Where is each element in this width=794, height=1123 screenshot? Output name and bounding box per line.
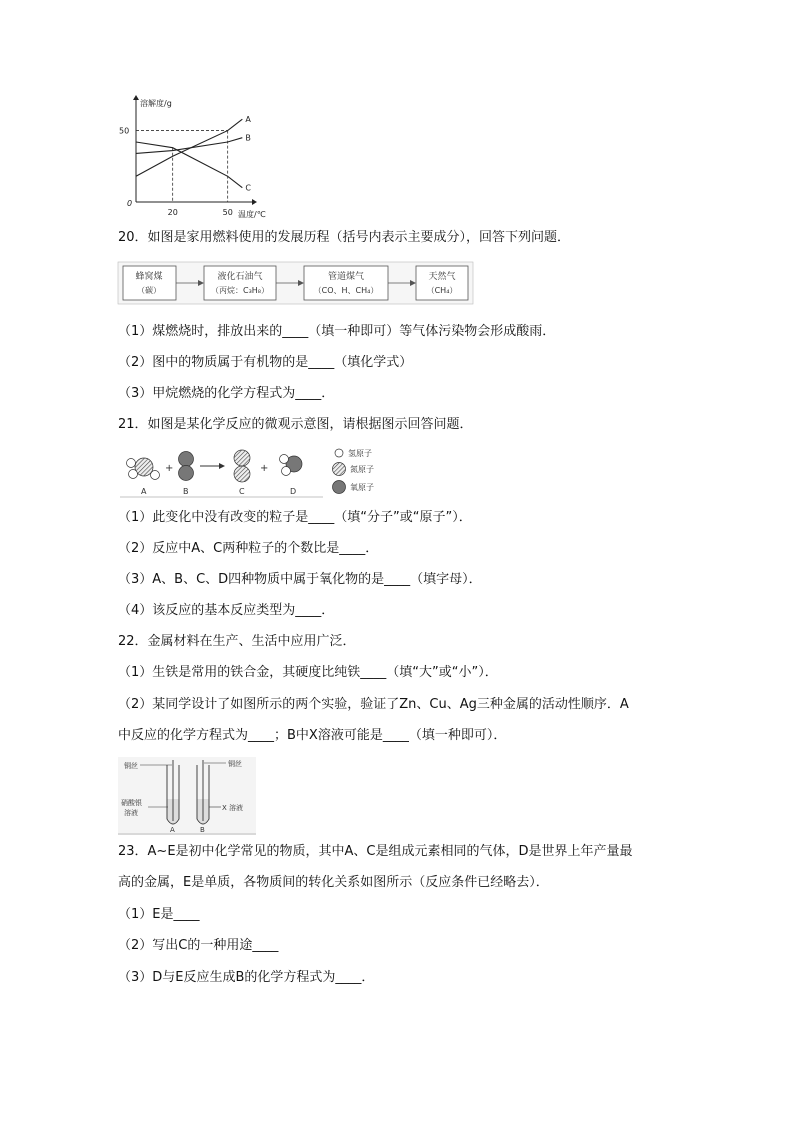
flow-box-2 bbox=[204, 266, 276, 300]
flow-box-3-name: 管道煤气 bbox=[327, 272, 365, 282]
molecule-a bbox=[127, 458, 160, 480]
q22-part-1: （1）生铁是常用的铁合金，其硬度比纯铁____（填“大”或“小”）． bbox=[118, 665, 498, 680]
q23-stem-line-1: 23．A~E是初中化学常见的物质，其中A、C是组成元素相同的气体，D是世界上年产量最 bbox=[118, 844, 633, 859]
q21-part-3: （3）A、B、C、D四种物质中属于氧化物的是____（填字母）． bbox=[118, 572, 482, 587]
flow-box-1-name: 蜂窝煤 bbox=[135, 272, 163, 282]
label-tube-a: A bbox=[170, 826, 175, 834]
label-solution-a-1: 硝酸银 bbox=[121, 799, 142, 807]
mol-label-b: B bbox=[183, 487, 189, 496]
q20-stem: 20．如图是家用燃料使用的发展历程（括号内表示主要成分），回答下列问题． bbox=[118, 230, 571, 245]
q22-stem: 22．金属材料在生产、生活中应用广泛． bbox=[118, 634, 356, 649]
q20-part-2: （2）图中的物质属于有机物的是____（填化学式） bbox=[118, 355, 413, 370]
flow-box-2-sub: （丙烷：C₃H₈） bbox=[210, 286, 270, 295]
q21-part-1: （1）此变化中没有改变的粒子是____（填“分子”或“原子”）． bbox=[118, 510, 472, 525]
flow-box-1 bbox=[123, 266, 176, 300]
q21-part-4: （4）该反应的基本反应类型为____． bbox=[118, 603, 335, 618]
label-solution-b: X 溶液 bbox=[222, 804, 244, 812]
reaction-arrowhead bbox=[219, 463, 225, 469]
flow-box-2-name: 液化石油气 bbox=[217, 272, 263, 282]
series-line-b bbox=[136, 138, 242, 154]
y-tick-50: 50 bbox=[119, 126, 130, 136]
molecule-b bbox=[179, 452, 194, 481]
legend-oxygen-icon bbox=[333, 481, 346, 494]
x-tick-50: 50 bbox=[222, 208, 233, 217]
label-wire-b: 铜丝 bbox=[228, 760, 242, 768]
legend-hydrogen: 氢原子 bbox=[348, 449, 372, 458]
y-axis-arrow bbox=[133, 95, 139, 100]
origin-label: 0 bbox=[127, 199, 133, 208]
q21-part-2: （2）反应中A、C两种粒子的个数比是____． bbox=[118, 541, 379, 556]
x-axis-arrow bbox=[252, 199, 257, 205]
q23-stem-line-2: 高的金属，E是单质，各物质间的转化关系如图所示（反应条件已经略去）． bbox=[118, 875, 549, 890]
mol-label-d: D bbox=[290, 487, 297, 496]
molecule-c bbox=[234, 450, 250, 482]
label-solution-a-2: 溶液 bbox=[124, 809, 138, 817]
label-tube-b: B bbox=[200, 826, 205, 834]
q20-part-3: （3）甲烷燃烧的化学方程式为____． bbox=[118, 386, 335, 401]
molecule-reaction-diagram bbox=[118, 446, 398, 498]
atom-legend bbox=[333, 448, 375, 494]
plus-sign-2: + bbox=[260, 463, 269, 474]
legend-hydrogen-icon bbox=[335, 449, 343, 457]
label-wire-a: 铜丝 bbox=[124, 762, 138, 770]
flow-box-4 bbox=[416, 266, 468, 300]
q23-part-3: （3）D与E反应生成B的化学方程式为____． bbox=[118, 970, 375, 985]
y-axis-label: 溶解度/g bbox=[140, 99, 172, 108]
q22-part-2-line-1: （2）某同学设计了如图所示的两个实验，验证了Zn、Cu、Ag三种金属的活动性顺序．A bbox=[118, 697, 629, 712]
q23-part-1: （1）E是____ bbox=[118, 907, 200, 922]
series-label-c: C bbox=[245, 183, 251, 193]
flow-box-1-sub: （碳） bbox=[137, 286, 161, 295]
legend-oxygen: 氧原子 bbox=[350, 483, 374, 492]
q20-part-1: （1）煤燃烧时，排放出来的____（填一种即可）等气体污染物会形成酸雨． bbox=[118, 324, 556, 339]
q21-stem: 21．如图是某化学反应的微观示意图，请根据图示回答问题． bbox=[118, 417, 473, 432]
x-tick-20: 20 bbox=[167, 208, 178, 217]
x-axis-label: 温度/℃ bbox=[238, 210, 266, 219]
test-tubes-figure bbox=[118, 757, 256, 835]
mol-label-a: A bbox=[141, 487, 147, 496]
solubility-chart bbox=[118, 96, 266, 220]
q22-part-2-line-2: 中反应的化学方程式为____；B中X溶液可能是____（填一种即可）． bbox=[118, 728, 507, 743]
molecule-d bbox=[280, 455, 303, 476]
q23-part-2: （2）写出C的一种用途____ bbox=[118, 938, 279, 953]
legend-nitrogen: 氮原子 bbox=[350, 465, 374, 474]
flow-box-3 bbox=[304, 266, 388, 300]
fuel-flow-diagram bbox=[118, 262, 473, 304]
mol-label-c: C bbox=[239, 487, 245, 496]
flow-box-3-sub: （CO、H、CH₄） bbox=[313, 286, 379, 295]
plus-sign-1: + bbox=[165, 463, 174, 474]
series-label-a: A bbox=[245, 115, 251, 125]
series-label-b: B bbox=[245, 133, 251, 143]
legend-nitrogen-icon bbox=[333, 463, 346, 476]
flow-box-4-name: 天然气 bbox=[428, 272, 456, 282]
flow-box-4-sub: （CH₄） bbox=[426, 286, 458, 295]
